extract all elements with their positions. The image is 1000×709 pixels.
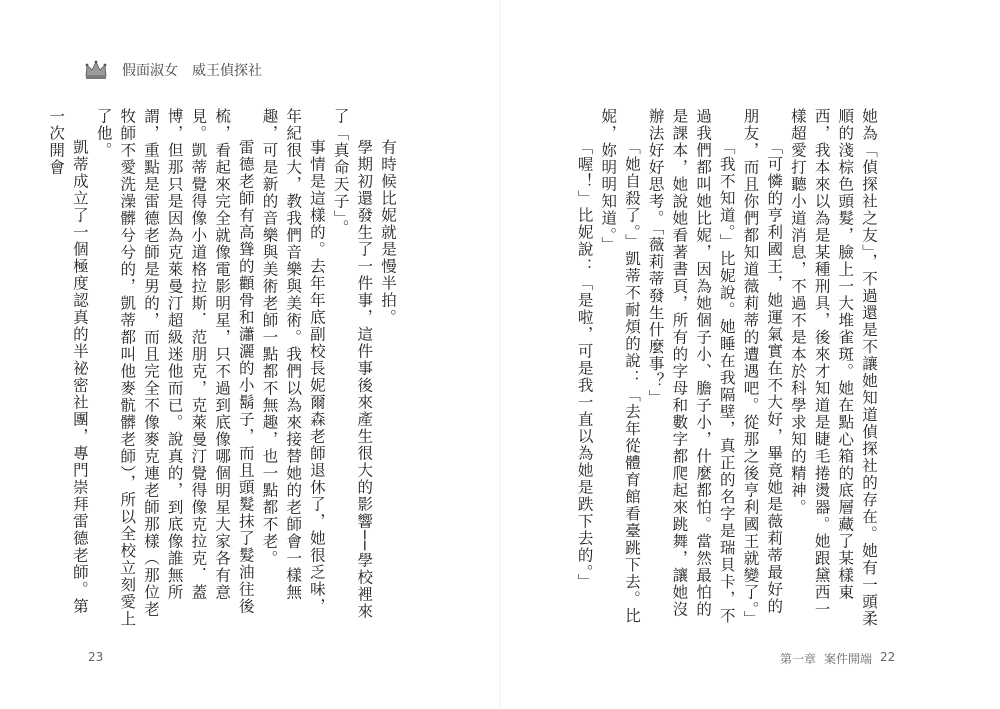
paragraph: 「她自殺了。」凱蒂不耐煩的說：「去年從體育館看臺跳下去。比妮，妳明明知道。」 [599,108,641,625]
paragraph: 凱蒂成立了一個極度認真的半祕密社團，專門崇拜雷德老師。第一次開會 [47,108,89,615]
book-title: 威王偵探社 [192,63,262,79]
paragraph: 事情是這樣的。去年年底副校長妮爾森老師退休了，她很乏味，年紀很大，教我們音樂與美術。我們以為來接替她的老師會一樣無趣，可是新的音樂與美術老師一點都不無趣，也一點都不老。 [260,108,326,615]
page-number-left: 23 [88,650,104,664]
paragraph: 「我不知道。」比妮說。她睡在我隔壁，真正的名字是瑞貝卡，不過我們都叫她比妮，因為她個子小、膽子小，什麼都怕。當然最怕的是課本，她說她看著書頁，所有的字母和數字都爬起來跳舞，讓她沒辦法好好思考。「薇莉蒂發生什麼事？」 [646,108,736,625]
series-title: 假面淑女 [122,63,178,79]
paragraph: 「喔！」比妮說：「是啦，可是我一直以為她是跌下去的。」 [575,139,594,591]
page-number-right: 22 [880,650,896,664]
running-header [84,58,262,82]
chapter-title: 案件開端 [824,652,873,666]
chapter-label: 第一章 [780,652,817,666]
paragraph: 她為「偵探社之友」，不過還是不讓她知道偵探社的存在。她有一頭柔順的淺棕色頭髮，臉上一大堆雀斑。她在點心箱的底層藏了某樣東西，我本來以為是某種刑具，後來才知道是睫毛捲燙器。她跟黛西一樣超愛打聽小道消息，不過不是本於科學求知的精神。 [788,108,878,628]
paragraph: 學期初還發生了一件事，這件事後來產生很大的影響──學校裡來了「真命天子」。 [331,108,374,620]
paragraph: 「可憐的亨利國王，她運氣實在不大好，畢竟她是薇莉蒂最好的朋友，而且你們都知道薇莉蒂的遭遇吧。從那之後亨利國王就變了。」 [741,108,784,628]
paragraph: 有時候比妮就是慢半拍。 [379,139,397,326]
left-page-body [47,108,399,628]
book-gutter [499,0,501,709]
running-footer [780,650,895,667]
paragraph: 雷德老師有高聳的顴骨和瀟灑的小鬍子，而且頭髮抹了髮油往後梳，看起來完全就像電影明星，只不過到底像哪個明星大家各有意見。凱蒂覺得像小道格拉斯．范朋克，克萊曼汀覺得像克拉克．蓋博，但那只是因為克萊曼汀超級迷他而已。說真的，到底像誰無所謂，重點是雷德老師是男的，而且完全不像麥克連老師那樣（那位老牧師不愛洗澡髒兮兮的，凱蒂都叫他麥骯髒老師），所以全校立刻愛上了他。 [94,108,255,628]
crown-icon [84,60,108,80]
right-page-body [575,108,880,628]
